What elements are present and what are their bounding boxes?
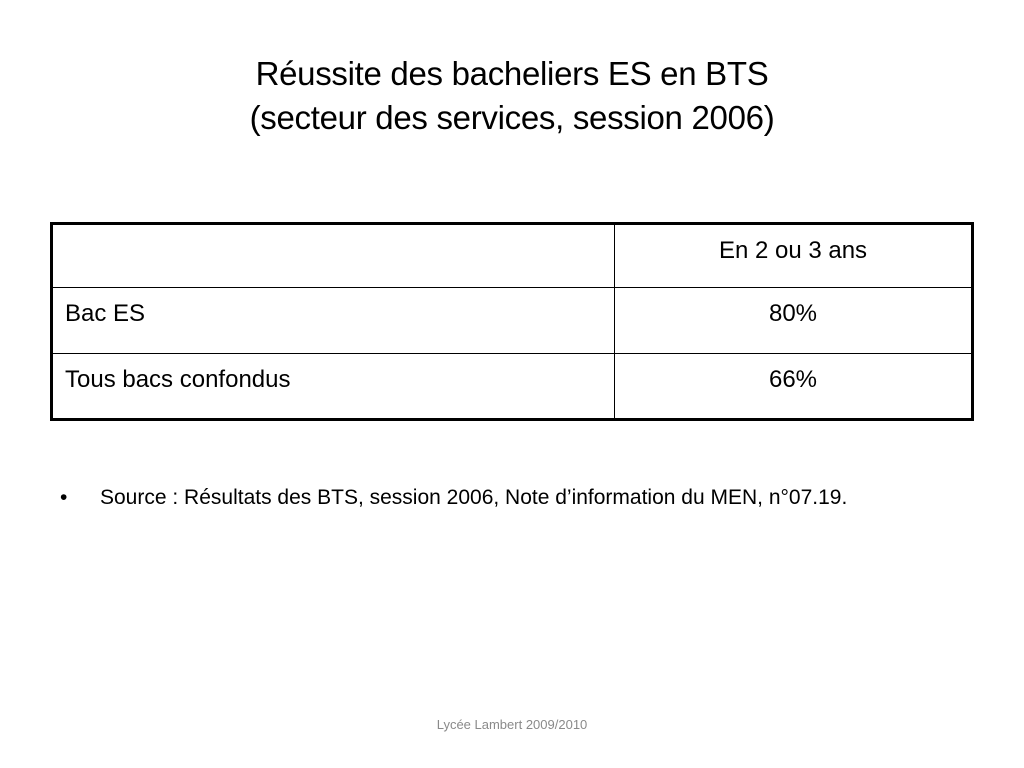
slide-title-line-2: (secteur des services, session 2006): [249, 99, 775, 136]
table-cell-category: Bac ES: [52, 288, 615, 354]
slide-title: [0, 52, 1024, 140]
slide-title-line-1: Réussite des bacheliers ES en BTS: [255, 55, 769, 92]
table-header-cell-empty: [52, 224, 615, 288]
table-cell-rate: 80%: [615, 288, 973, 354]
table-header-cell-duration: En 2 ou 3 ans: [615, 224, 973, 288]
slide-footer: Lycée Lambert 2009/2010: [436, 717, 588, 732]
table-cell-category: Tous bacs confondus: [52, 354, 615, 420]
table-cell-rate: 66%: [615, 354, 973, 420]
source-note: [60, 481, 960, 515]
source-text: Source : Résultats des BTS, session 2006, Note d’information du MEN, n°07.19.: [100, 486, 848, 509]
table-header-row: [52, 224, 973, 288]
bullet-point: •: [60, 486, 68, 509]
table-row: [52, 354, 973, 420]
table-row: [52, 288, 973, 354]
results-table: [50, 222, 974, 421]
